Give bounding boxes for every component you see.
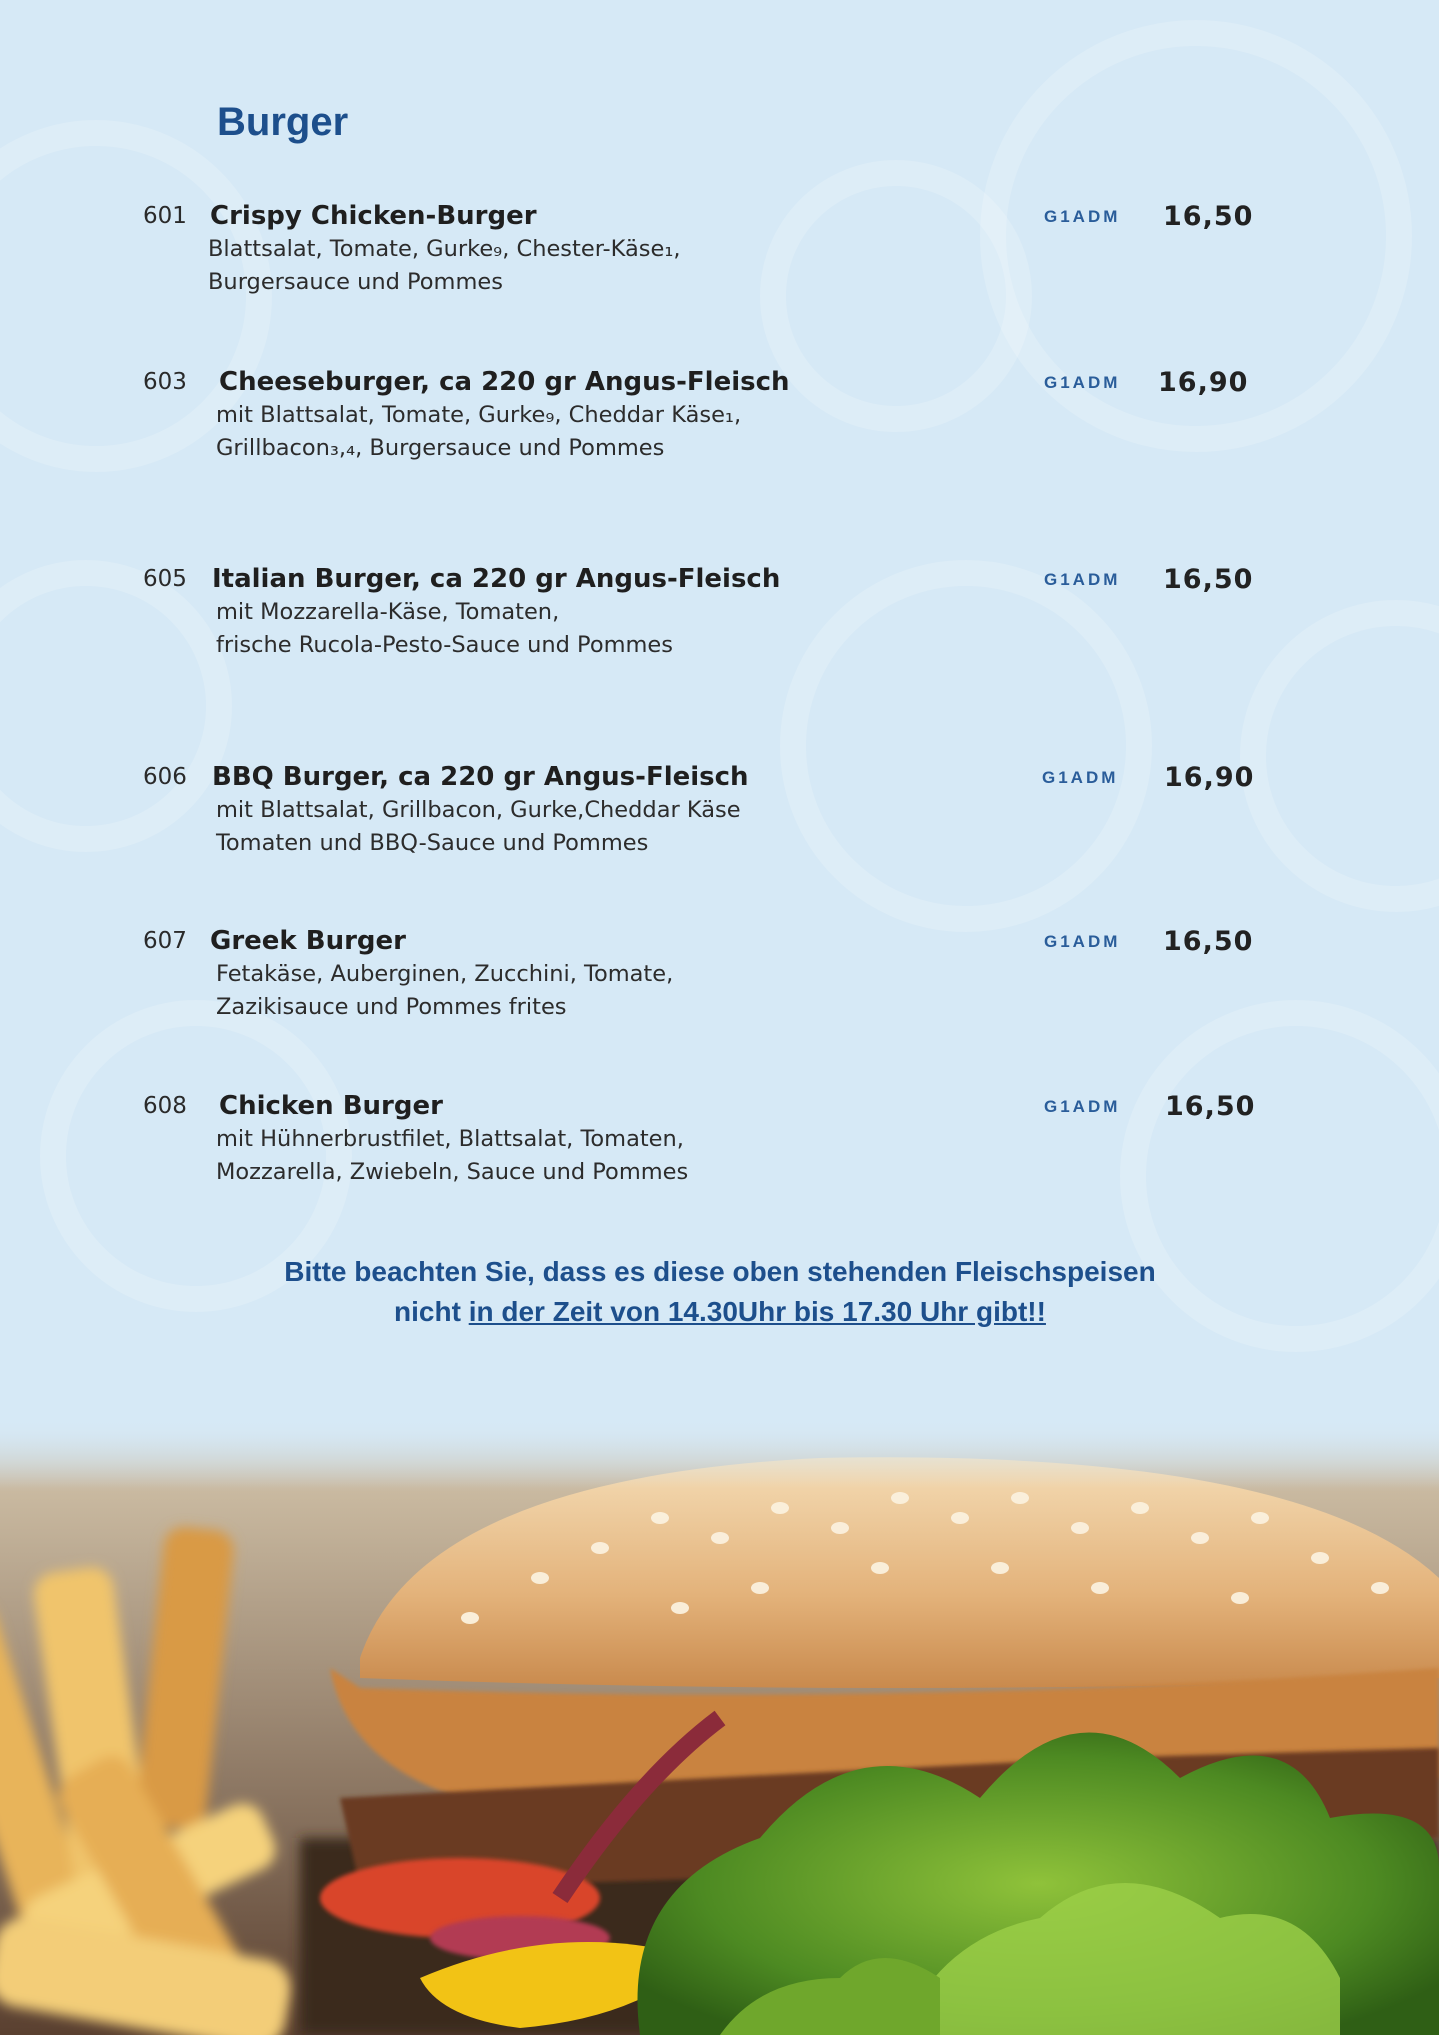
item-price: 16,90 xyxy=(1164,762,1255,793)
menu-item xyxy=(0,203,1439,323)
item-description-line: Fetakäse, Auberginen, Zucchini, Tomate, xyxy=(216,961,674,987)
menu-item xyxy=(0,1093,1439,1213)
burger-photo xyxy=(0,1418,1439,2035)
item-name: Cheeseburger, ca 220 gr Angus-Fleisch xyxy=(219,367,790,397)
item-price: 16,50 xyxy=(1163,564,1254,595)
menu-item xyxy=(0,928,1439,1048)
menu-item xyxy=(0,764,1439,884)
allergen-codes: G1ADM xyxy=(1044,1097,1121,1116)
allergen-codes: G1ADM xyxy=(1044,207,1121,226)
item-price: 16,50 xyxy=(1163,201,1254,232)
item-number: 608 xyxy=(143,1093,187,1119)
item-description-line: Tomaten und BBQ-Sauce und Pommes xyxy=(216,830,649,856)
item-name: Crispy Chicken-Burger xyxy=(210,201,537,231)
item-description-line: mit Mozzarella-Käse, Tomaten, xyxy=(216,599,560,625)
item-number: 605 xyxy=(143,566,187,592)
item-description-line: mit Blattsalat, Tomate, Gurke₉, Cheddar Käse₁, xyxy=(216,402,742,428)
item-number: 601 xyxy=(143,203,187,229)
item-description-line: Mozzarella, Zwiebeln, Sauce und Pommes xyxy=(216,1159,689,1185)
item-number: 607 xyxy=(143,928,187,954)
item-description-line: Blattsalat, Tomate, Gurke₉, Chester-Käse₁, xyxy=(208,236,681,262)
item-description-line: Grillbacon₃,₄, Burgersauce und Pommes xyxy=(216,435,665,461)
item-name: BBQ Burger, ca 220 gr Angus-Fleisch xyxy=(212,762,749,792)
item-description-line: mit Blattsalat, Grillbacon, Gurke,Cheddar Käse xyxy=(216,797,741,823)
item-price: 16,90 xyxy=(1158,367,1249,398)
notice-line-2 xyxy=(200,1292,1240,1332)
allergen-codes: G1ADM xyxy=(1044,373,1121,392)
item-name: Chicken Burger xyxy=(219,1091,443,1121)
menu-item xyxy=(0,566,1439,686)
item-description-line: frische Rucola-Pesto-Sauce und Pommes xyxy=(216,632,673,658)
item-description-line: mit Hühnerbrustfilet, Blattsalat, Tomaten, xyxy=(216,1126,684,1152)
item-number: 603 xyxy=(143,369,187,395)
section-title: Burger xyxy=(217,100,349,144)
item-price: 16,50 xyxy=(1165,1091,1256,1122)
notice-line-1: Bitte beachten Sie, dass es diese oben stehenden Fleischspeisen xyxy=(284,1256,1156,1287)
allergen-codes: G1ADM xyxy=(1044,570,1121,589)
allergen-codes: G1ADM xyxy=(1044,932,1121,951)
item-name: Italian Burger, ca 220 gr Angus-Fleisch xyxy=(212,564,781,594)
item-name: Greek Burger xyxy=(210,926,406,956)
notice-prefix: nicht xyxy=(394,1296,469,1327)
allergen-codes: G1ADM xyxy=(1042,768,1119,787)
notice-time-window: in der Zeit von 14.30Uhr bis 17.30 Uhr gibt!! xyxy=(468,1296,1046,1327)
item-price: 16,50 xyxy=(1163,926,1254,957)
item-description-line: Burgersauce und Pommes xyxy=(208,269,503,295)
menu-item xyxy=(0,369,1439,489)
item-number: 606 xyxy=(143,764,187,790)
availability-notice xyxy=(200,1252,1240,1332)
item-description-line: Zazikisauce und Pommes frites xyxy=(216,994,567,1020)
